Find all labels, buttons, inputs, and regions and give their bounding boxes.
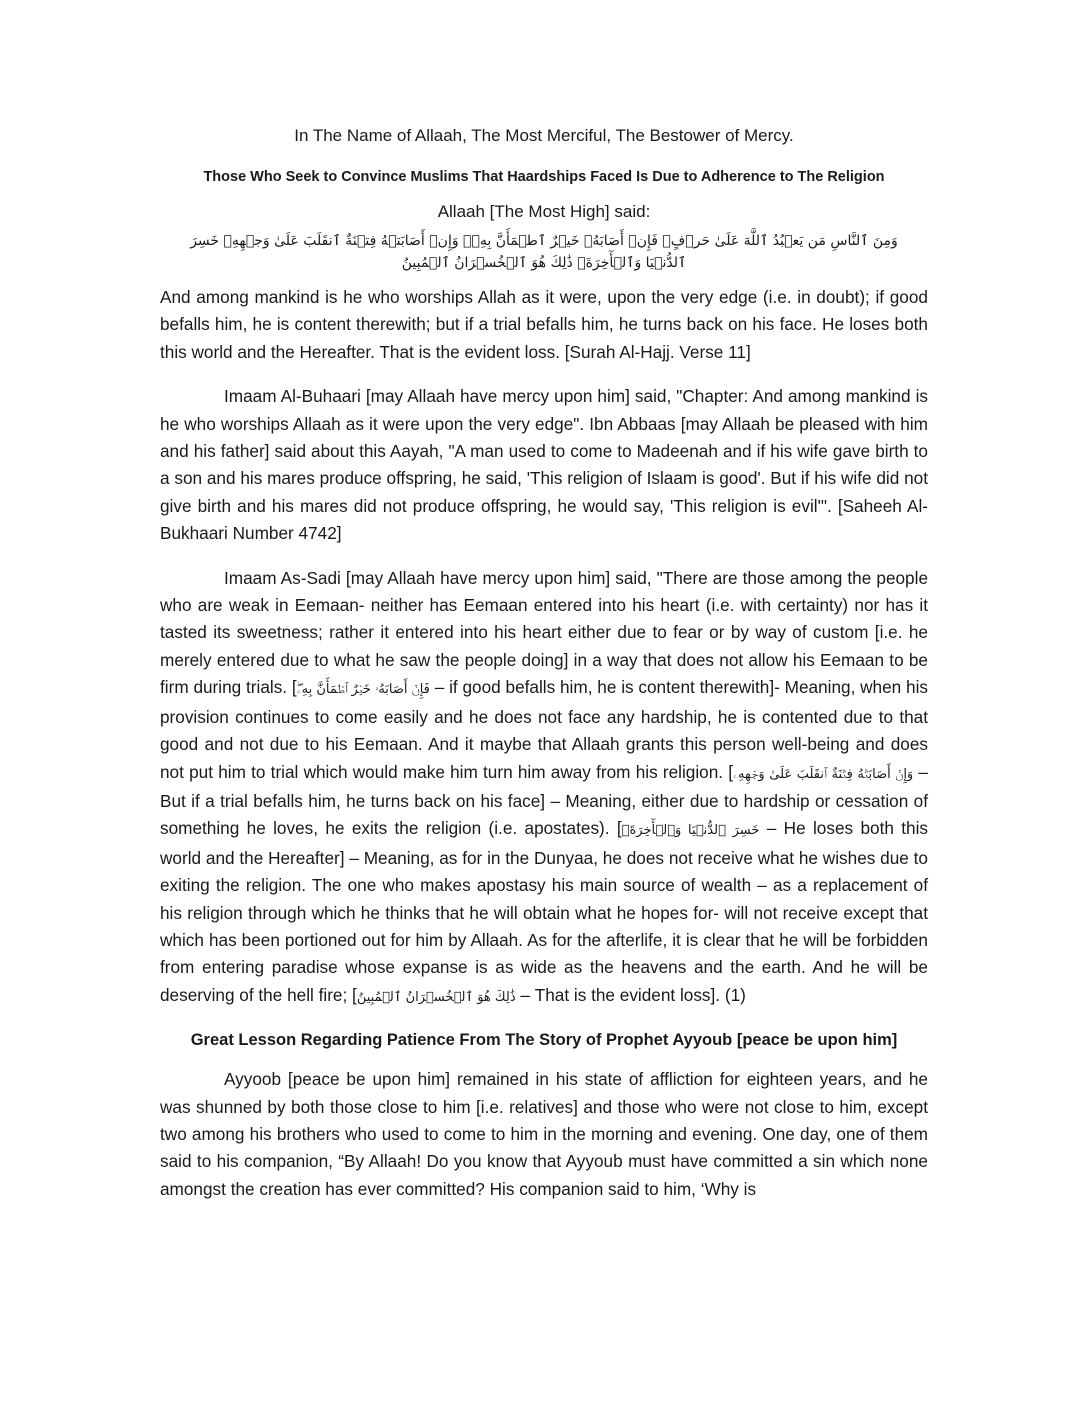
sadi-paragraph [160,565,928,1012]
section-title-ayyoub: Great Lesson Regarding Patience From The Story of Prophet Ayyoub [peace be upon him] [190,1031,898,1050]
sadi-arabic-1: فَإِنۡ أَصَابَهُۥ خَيۡرٌ ٱطۡمَأَنَّ بِهِۦۖ [296,682,430,698]
bismillah-line: In The Name of Allaah, The Most Merciful, The Bestower of Mercy. [294,126,794,145]
quran-verse-arabic: وَمِنَ ٱلنَّاسِ مَن يَعۡبُدُ ٱللَّهَ عَلَىٰ حَرۡفٍۖ فَإِنۡ أَصَابَهُۥ خَيۡرٌ ٱطۡمَأَنَّ بِهِۦۖ وَإِنۡ أَصَابَتۡهُ فِتۡنَةٌ ٱنقَلَبَ عَلَىٰ وَجۡهِهِۦ خَسِرَ ٱلدُّنۡيَا وَٱلۡأٓخِرَةَۚ ذَٰلِكَ هُوَ ٱلۡخُسۡرَانُ ٱلۡمُبِينُ [190,233,898,271]
sadi-text-5: – That is the evident loss]. (1) [515,984,746,1005]
intro-line: Allaah [The Most High] said: [437,202,651,221]
sadi-arabic-3: خَسِرَ ٱلدُّنۡيَا وَٱلۡأٓخِرَةَۚ [621,823,760,839]
sadi-text-4: – He loses both this world and the Hereafter] – Meaning, as for in the Dunyaa, he does not receive what he wishes due to exiting the religion. The one who makes apostasy his main source of wealth – as a replacement of his religion through which he thinks that he will obtain what he hopes for- will not receive except that which has been portioned out for him by Allaah. As for the afterlife, it is clear that he will be forbidden from entering paradise whose expanse is as wide as the heavens and the earth. And he will be deserving of the hell fire; [ [160,818,928,1005]
document-page [160,124,928,1220]
sadi-arabic-4: ذَٰلِكَ هُوَ ٱلۡخُسۡرَانُ ٱلۡمُبِينُ [356,989,516,1005]
verse-translation: And among mankind is he who worships Allah as it were, upon the very edge (i.e. in doubt); if good befalls him, he is content therewith; but if a trial befalls him, he turns back on his face. He loses both this world and the Hereafter. That is the evident loss. [Surah Al-Hajj. Verse 11] [160,287,928,362]
ayyoub-paragraph: Ayyoob [peace be upon him] remained in his state of affliction for eighteen years, and he was shunned by both those close to him [i.e. relatives] and those who were not close to him, except two among his brothers who used to come to him in the morning and evening. One day, one of them said to his companion, “By Allaah! Do you know that Ayyoub must have committed a sin which none amongst the creation has ever committed? His companion said to him, ‘Why is [160,1069,928,1199]
sadi-text-3: – But if a trial befalls him, he turns back on his face] – Meaning, either due to hardship or cessation of something he loves, he exits the religion (i.e. apostates). [ [160,761,928,839]
bukhari-paragraph: Imaam Al-Buhaari [may Allaah have mercy upon him] said, "Chapter: And among mankind is he who worships Allaah as it were upon the very edge". Ibn Abbaas [may Allaah be pleased with him and his father] said about this Aayah, "A man used to come to Madeenah and if his wife gave birth to a son and his mares produce offspring, he said, 'This religion of Islaam is good'. But if his wife did not give birth and his mares did not produce offspring, he would say, 'This religion is evil'". [Saheeh Al-Bukhaari Number 4742] [160,386,928,544]
document-title: Those Who Seek to Convince Muslims That Haardships Faced Is Due to Adherence to The Religion [203,169,885,185]
sadi-text-2: – if good befalls him, he is content therewith]- Meaning, when his provision continues to come easily and he does not face any hardship, he is contented due to that good and not due to his Eemaan. And it maybe that Allaah grants this person well-being and does not put him to trial which would make him turn him away from his religion. [ [160,677,929,782]
sadi-arabic-2: وَإِنۡ أَصَابَتۡهُ فِتۡنَةٌ ٱنقَلَبَ عَلَىٰ وَجۡهِهِۦ [733,766,914,782]
sadi-text-1: Imaam As-Sadi [may Allaah have mercy upon him] said, "There are those among the people who are weak in Eemaan- neither has Eemaan entered into his heart (i.e. with certainty) nor has it tasted its sweetness; rather it entered into his heart either due to fear or by way of custom [i.e. he merely entered due to what he saw the people doing] in a way that does not allow his Eemaan to be firm during trials. [ [160,567,928,698]
